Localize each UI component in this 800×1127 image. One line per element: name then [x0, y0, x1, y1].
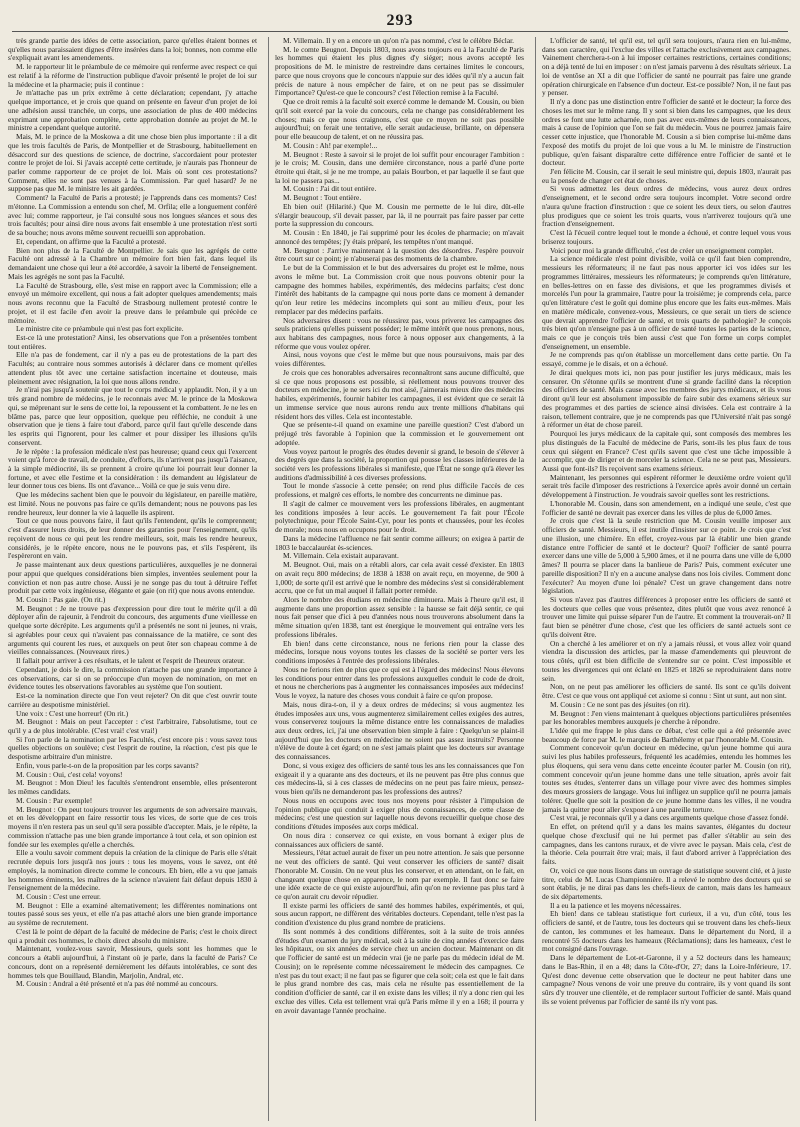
paragraph: M. Beugnot : Mais on peut l'accepter : c'est l'arbitraire, l'absolutisme, tout ce qu'il y a de plus intolérable. (C'est vrai! c'est vrai!)	[8, 717, 257, 736]
paragraph: En effet, on prétend qu'il y a dans les mains savantes, élégantes du docteur quelque chose d'exclusif qui ne lui permet pas d'aller s'établir au sein des campagnes, dans les cantons ruraux, et de vivre avec le paysan. Mais cela, c'est de la théorie. Cela pourrait être vrai; mais, il faut d'abord arriver à l'appréciation des faits.	[542, 822, 791, 867]
paragraph: Je m'attache pas un prix extrême à cette déclaration; cependant, j'y attache quelque importance, et je crois que quand on présente en faveur d'un projet de loi une adhésion aussi tranchée, un corps, une association de plus de 400 médecins exprimant une approbation complète, cette approbation donnée au projet de M. le ministre a cependant quelque autorité.	[8, 88, 257, 133]
paragraph: M. Cousin : Par exemple!	[16, 795, 93, 805]
paragraph: La science médicale n'est point divisible, voilà ce qu'il faut bien comprendre, messieurs les réformateurs; il ne faut pas nous apporter ici vos idées sur les programmes littéraires, messieurs les réformateurs; je comprends qu'en littérature, en belles-lettres on en fasse des divisions, et que les programmes divisés et morcelés l'un pour la grammaire, l'autre pour la troisième; je comprends cela, parce qu'en littérature c'est le goût qui domine plus encore que les faits eux-mêmes. Mais en matière médicale, convenez-vous, Messieurs, ce que serait un tiers de science que devrait apprendre l'officier de santé, et trois quarts de pathologie? Je conçois très bien qu'on n'enseigne pas à un officier de santé toutes les parties de la science, mais ce que je conçois très bien aussi c'est que l'on forme un corps complet d'enseignement, un ensemble.	[542, 254, 791, 351]
paragraph: Je dirai quelques mots ici, non pas pour justifier les jurys médicaux, mais les censurer. On s'étonne qu'ils se montrent d'une si grande facilité dans la réception des officiers de santé. Mais cause avec les membres des jurys médicaux, et ils vous diront qu'il leur est absolument impossible de faire subir des examens sérieux sur des programmes et des parties de science ainsi divisées. Cela est contraire à la raison, tellement contraire, que je ne comprends pas que l'Université n'ait pas songé à réformer un état de chose pareil.	[542, 367, 791, 430]
paragraph: Que ce droit remis à la faculté soit exercé comme le demande M. Cousin, ou bien qu'il soit exercé par la voie du concours, cela ne change pas considérablement les choses; mais ce que nous craignons, c'est que ce moyen ne soit pas possible aujourd'hui; on ferait une tentative, elle serait audacieuse, brillante, on dépensera pour elle beaucoup de talent, et on ne réussira pas.	[275, 97, 524, 142]
paragraph: Je n'irai pas jusqu'à soutenir que tout le corps médical y applaudit. Non, il y a un très grand nombre de médecins, je le reconnais avec M. le prince de la Moskowa qui, se méprenant sur le sens de cette loi, la repoussent et la combattent. Je ne les en blâme pas, parce que leur opposition, quelque peu réfléchie, ne conduit à une observation que je tiens à faire tout d'abord, parce qu'il faut qu'elle descende dans les esprits qui l'ignorent, pour les calmer et pour dissiper les illusions qu'ils conservent.	[8, 385, 257, 447]
paragraph: Bien non plus de la Faculté de Montpellier. Je sais que les agrégés de cette Faculté ont adressé à la Chambre un mémoire fort bien fait, dans lequel ils demandaient une chose qui leur a été accordée, à savoir la liberté de l'enseignement. Mais les agrégés ne sont pas la Faculté.	[8, 245, 257, 281]
paragraph: Nous nous en occupons avec tous nos moyens pour résister à l'impulsion de l'opinion publique qui conduit à exiger plus de connaissances, de cette classe de médecins; c'est une question sur laquelle nous devons recueillir quelque chose des conditions d'études imposées aux corps médical.	[275, 795, 524, 832]
paragraph: Ils sont nommés à des conditions différentes, soit à la suite de trois années d'études d'un examen du jury médical, soit à la suite de cinq années d'exercice dans les hôpitaux, ou six années de service chez un ancien docteur. Maintenant on dit que l'officier de santé est un médecin vrai (je ne parle pas du médecin idéal de M. Cousin); on le représente comme nécessairement le médecin des campagnes. Ce n'est pas du tout exact; il ne faut pas se figurer que cela soit; cela est que le fait dans le plus grand nombre des cas, mais cela ne résulte pas essentiellement de la condition d'officier de santé, car il en existe dans les villes; il n'y a donc rien qui les exclue des villes. Cela est tellement vrai qu'à Paris même il y en a 168; il pourra y en avoir davantage l'année prochaine.	[275, 926, 524, 1015]
paragraph: M. Cousin : En 1840, je l'ai supprimé pour les écoles de pharmacie; on m'avait annoncé des tempêtes; j'y étais préparé, les tempêtes n'ont manqué.	[275, 228, 524, 246]
paragraph: On nous dira : conservez ce qui existe, en vous bornant à exiger plus de connaissances aux officiers de santé.	[275, 830, 524, 849]
paragraph: Nos adversaires disent : vous ne réussirez pas, vous priverez les campagnes des seuls praticiens qu'elles puissent posséder; le même intérêt que nous prenons, nous, aux habitans des campagnes, nous force à nous opposer aux changements, à la réforme que vous voulez opérer.	[275, 315, 524, 351]
paragraph: Maintenant, les personnes qui espèrent réformer le deuxième ordre voient qu'il serait très facile d'imposer des restrictions à l'exercice après avoir donné un certain développement à l'instruction. Je voudrais savoir quelles sont les restrictions.	[542, 472, 791, 500]
paragraph: M. Villemain. Cela existait auparavant.	[283, 551, 399, 561]
paragraph: Si l'on parle de la nomination par les Facultés, c'est encore pis : vous savez tous quelles objections on soulève; c'est l'esprit de routine, la réaction, c'est pis que le despotisme arbitraire d'un ministre.	[8, 734, 257, 762]
header-rule	[12, 31, 788, 32]
paragraph: M. Beugnot : J'arrive maintenant à la question des désordres. J'espère pouvoir être court sur ce point; je n'abuserai pas des moments de la chambre.	[275, 245, 524, 264]
paragraph: Il n'y a donc pas une distinction entre l'officier de santé et le docteur; la force des choses les met sur le même rang. Il y sont si bien dans les campagnes, que les deux ordres se font une lutte acharnée, non pas avec eux-mêmes de leurs connaissances, mais à cause de l'opinion que l'on se fait du médecin. Vous ne pourrez jamais faire cesser cette injustice, que l'honorable M. Cousin a si bien comprise lui-même dans l'exposé des motifs du projet de loi que vous a lu M. le ministre de l'instruction publique, qu'en faisant disparaître cette différence entre l'officier de santé et le docteur.	[542, 97, 791, 168]
paragraph: Et, cependant, on affirme que la Faculté a protesté.	[16, 236, 167, 246]
paragraph: Elle n'a pas de fondement, car il n'y a pas eu de protestations de la part des Facultés; au contraire nous sommes autorisés à déclarer dans ce moment qu'elles attendent plus tôt avec une certaine satisfaction incertaine et douteuse, mais pleinement avec résignation, la loi que nous allons rendre.	[8, 350, 257, 386]
text-column-middle	[275, 37, 524, 1121]
paragraph: Je le répète : la profession médicale n'est pas heureuse; quand ceux qui l'exercent voient qu'à force de travail, de conduite, d'efforts, ils n'arrivent pas jusqu'à l'aisance, à la simple médiocrité, ils se prennent à croire qu'une loi pourrait leur donner la fortune, et avec elle l'estime et la considération : ils demandent au législateur de leur donner tous ces biens. Ils ont d'avance... Voilà ce que je suis venu dire.	[8, 446, 257, 491]
paragraph: M. Beugnot : Tout entière.	[283, 193, 362, 203]
paragraph: C'est là le point de départ de la faculté de médecine de Paris; c'est le choix direct qui a produit ces hommes, le choix direct absolu du ministre.	[8, 926, 257, 945]
paragraph: Donc, si vous exigez des officiers de santé tous les ans les connaissances que l'on exigeait il y a quarante ans des docteurs, et ils ne peuvent pas être plus connus que ces médecins-là, si à ces classes de médecins on ne peut pas faire mieux, pensez-vous bien qu'ils ne demanderont pas les professions des autres?	[275, 760, 524, 797]
paragraph: Eh bien oui! (Hilarité.) Que M. Cousin me permette de le lui dire, dût-elle s'élargir beaucoup, s'il devait passer, par là, il ne pourrait pas faire passer par cette porte la suppression du concours.	[275, 201, 524, 229]
paragraph: Une voix : C'est une horreur! (On rit.)	[16, 708, 129, 718]
paragraph: M. Cousin : Oui, c'est cela! voyons!	[16, 769, 123, 779]
paragraph: M. Cousin : Ah! par exemple!...	[283, 140, 378, 150]
paragraph: Voici pour moi la grande difficulté, c'est de créer un enseignement complet.	[550, 245, 774, 255]
paragraph: M. Cousin : Andral a été présenté et n'a pas été nommé au concours.	[16, 979, 218, 989]
paragraph: Dans le département de Lot-et-Garonne, il y a 52 docteurs dans les hameaux; dans le Bas-Rhin, il en a 48; dans la Côte-d'Or, 27; dans la Loire-Inférieure, 17. Qu'est donc devenue cette observation que le docteur ne peut habiter dans une campagne? Nous venons de voir une preuve du contraire, ils y vont quand ils sont sûrs d'y trouver une clientèle, et de remplacer surtout l'officier de santé. Mais quand ils se voient prévenus par l'officier de santé ils n'y vont pas.	[542, 953, 791, 1006]
paragraph: M. Beugnot : Je ne trouve pas d'expression pour dire tout le mérite qu'il a dû déployer afin de rajeunir, à l'endroit du concours, des arguments d'une vieillesse en quelque sorte décrépite. Les arguments qu'il a présentés ne sont ni jeunes, ni vrais, si agréables pour ceux qui n'avaient pas connaissance de la matière, ce sont des arguments qui courent les rues, et auxquels on peut ôter son chapeau comme à de vieilles connaissances. (Nouveaux rires.)	[8, 603, 257, 657]
paragraph: Le but de la Commission et le but des adversaires du projet est le même, nous avons le même but. La Commission croit que nous pouvons obtenir pour la campagne des hommes habiles, expérimentés, des médecins parfaits; c'est donc l'intérêt des habitants de la campagne qui nous porte dans ce moment à demander qu'on leur retire les médecins incomplets qui sont au milieu d'eux, pour les remplacer par des médecins parfaits.	[275, 263, 524, 316]
paragraph: Mais, nous dira-t-on, il y a deux ordres de médecins; si vous augmentez les études imposées aux uns, vous augmenterez similairement celles exigées des autres, vous conserverez toujours la même distance entre les connaissances de maladies aux deux ordres, ici, j'ai une observation bien simple à faire : Quelqu'un se plaint-il aujourd'hui que les docteurs en médecine ne soient pas assez instruits? Personne n'élève de doute à cet égard; on ne s'est jamais plaint que les docteurs sur avantage des connaissances.	[275, 699, 524, 762]
column-divider	[268, 37, 269, 1121]
paragraph: Pourquoi les jurys médicaux de la capitale qui, sont composés des membres les plus distingués de la Faculté de médecine de Paris, sont-ils les plus faux de tous ceux qui siègent en France? C'est qu'ils savent que c'est une tâche impossible à accomplir, que de diriger et de morceler la science. Cela ne se peut pas, Messieurs. Aussi que font-ils? Ils reçoivent sans examens sérieux.	[542, 429, 791, 473]
column-divider	[535, 37, 536, 1121]
paragraph: Dans la médecine l'affluence ne fait sentir comme ailleurs; on exigea à partir de 1803 le baccalauréat ès-sciences.	[275, 533, 524, 552]
text-column-right	[542, 37, 791, 1121]
paragraph: On a cherché à les améliorer et on n'y a jamais réussi, et vous allez voir quand viendra la discussion des articles, par la masse d'amendements qui pleuvront de tous côtés, qu'il est bien difficile de s'entendre sur ce point. C'est impossible et toutes les divergences qui ont éclaté en 1825 et 1826 se reproduiraient dans notre sein.	[542, 638, 791, 683]
paragraph: Comment concevoir qu'un docteur en médecine, qu'un jeune homme qui aura suivi les plus habiles professeurs, fréquenté les académies, entendu les hommes les plus éloquens, qui sera venu dans cette enceinte écouter parler M. Cousin (on rit), comment concevoir qu'un jeune homme dans une telle situation, après avoir fait toutes ses études, s'enterrer dans un village pour vivre avec des hommes simples des mœurs grossiers de langage. Vous lui infligez un supplice qu'il ne pourra jamais tolérer. Quelle que soit la position de ce jeune homme dans les villes, il ne voudra jamais la quitter pour aller s'exposer à une pareille torture.	[542, 743, 791, 814]
paragraph: J'en félicite M. Cousin, car il serait le seul ministre qui, depuis 1803, n'aurait pas eu la pensée de changer cet état de choses.	[542, 167, 791, 185]
paragraph: Si vous n'avez pas d'autres différences à proposer entre les officiers de santé et les docteurs que celles que vous présentez, dites plutôt que vous avez renoncé à trouver une limite qui puisse séparer l'un de l'autre. Et comment la trouverait-on? Il faut bien se pénétrer d'une chose, c'est que les officiers de santé actuels sont ce qu'ils doivent être.	[542, 595, 791, 639]
paragraph: Mais, M. le prince de la Moskowa a dit une chose bien plus importante : il a dit que les trois facultés de Paris, de Montpellier et de Strasbourg, habituellement en désaccord sur des questions de science, de doctrine, s'accordaient pour protester contre le projet de loi. Si j'avais accepté cette certitude, je n'aurais pas l'honneur de parler comme rapporteur de ce projet de loi. Mais où sont ces protestations? Comment, elles ne sont pas venues à la Commission. Par quel hasard? Je ne suppose pas que M. le ministre les ait gardées.	[8, 132, 257, 194]
paragraph: Il existe parmi les officiers de santé des hommes habiles, expérimentés, et qui, sous aucun rapport, ne diffèrent des véritables docteurs. Cependant, telle n'est pas la condition d'existence du plus grand nombre de praticiens.	[275, 900, 524, 928]
paragraph: Comment? la Faculté de Paris a protesté; je l'apprends dans ces moments? Ces! m'étonne. La Commission a entendu son chef, M. Orfila; elle a longuement conféré avec lui; comme rapporteur, je l'ai consulté sous nos longues séances et sous des trois facultés; pour ainsi dire nous avons fait ensemble à une protestation n'est sorti de sa bouche; nous avons même souvent recueilli son approbation.	[8, 193, 257, 238]
paragraph: Que les médecins sachent bien que le pouvoir du législateur, en pareille matière, est limité. Nous ne pouvons pas faire ce qu'ils demandent; nous ne pouvons pas les rendre heureux, leur donner la vie à laquelle ils aspirent.	[8, 490, 257, 517]
paragraph: Tout ce que nous pouvons faire, il faut qu'ils l'entendent, qu'ils le comprennent; c'est d'assurer leurs droits, de leur donner des garanties pour l'enseignement, qu'ils reçoivent de nous ce qui peut les rendre meilleurs, soit, mais les rendre heureux, considérés, je le répète encore, nous ne le pouvons pas, et s'ils l'espèrent, ils l'espèreront en vain.	[8, 516, 257, 561]
paragraph: M. Beugnot : On peut toujours trouver les arguments de son adversaire mauvais, et en les développant en faire ressortir tous les vices, de sorte que de ces trois moyens il n'en restera pas un seul qu'il sera possible d'accepter. Mais, je le répète, la commission n'attache pas une bien grande importance à tout cela, et son opinion est fondée sur les exemples qu'elle a cherchés.	[8, 804, 257, 849]
paragraph: La Faculté de Strasbourg, elle, s'est mise en rapport avec la Commission; elle a envoyé un mémoire excellent, qui nous a fait adopter quelques amendements; mais nous avons reconnu que la Faculté de Strasbourg nullement protesté contre le projet, et il est facile d'en avoir la preuve dans le préambule qui précède ce mémoire.	[8, 280, 257, 325]
paragraph: M. Cousin : C'est une erreur.	[16, 891, 101, 901]
paragraph: Or, voici ce que nous lisons dans un ouvrage de statistique souvent cité, et à juste titre, celui de M. Lucas Championnière. Il a relevé le nombre des docteurs qui se sont établis, je ne dirai pas dans les chefs-lieux de canton, mais dans les hameaux de six départements.	[542, 865, 791, 901]
paragraph: Cependant, je dois le dire, la commission n'attache pas une grande importance à ces observations, car si on se préoccupe d'un moyen de nomination, on met en évidence toutes les observations favorables au système que l'on soutient.	[8, 664, 257, 692]
paragraph: M. Beugnot : J'en viens maintenant à quelques objections particulières présentées par les honorables membres auxquels je cherche à répondre.	[542, 708, 791, 727]
paragraph: M. Cousin : J'ai dit tout entière.	[283, 184, 377, 194]
paragraph: Si vous admettez les deux ordres de médecins, vous aurez deux ordres d'enseignement, et le second ordre sera toujours incomplet. Votre second ordre n'aura qu'une fraction d'instruction : que ce soient les deux tiers, ou selon d'autres plus prodigues que ce soient les trois quarts, vous n'arriverez toujours qu'à une fraction d'enseignement.	[542, 184, 791, 229]
paragraph: M. le rapporteur lit le préambule de ce mémoire qui renferme avec respect ce qui est relatif à la réforme de l'instruction publique d'avoir présenté le projet de loi sur la médecine et la pharmacie; puis il continue :	[8, 62, 257, 89]
paragraph: Je crois que c'est là la seule restriction que M. Cousin veuille imposer aux officiers de santé. Messieurs, il est inutile d'insister sur ce point. Je crois que c'est une illusion, une chimère. En effet, croyez-vous par là établir une bien grande distance entre l'officier de santé et le docteur? Quoi? l'officier de santé pourra exercer dans une ville de 5,000 à 5,900 âmes, et il ne pourra dans une ville de 6,000 âmes? Il pourra se placer dans la banlieue de Paris? Puis, comment exécuter une pareille disposition? Il n'y en a aucune analyse dans nos lois civiles. Comment donc l'exécuter? Au moyen d'une loi pénale? C'est un grave changement dans notre législation.	[542, 516, 791, 596]
paragraph: très grande partie des idées de cette association, parce qu'elles étaient bonnes et qu'elles nous paraissaient dignes d'être insérées dans la loi; bonnes, non comme elle s'expliquait avant les amendements.	[8, 37, 257, 63]
paragraph: Je passe maintenant aux deux questions particulières, auxquelles je ne donnerai pour appui que quelques considérations bien simples, inventées seulement pour la conviction et non pas autre chose. Aussi je ne songe pas du tout à détruire l'effet produit par cette voix ingénieuse, élégante et gaie (on rit) que nous avons entendue.	[8, 560, 257, 596]
paragraph: L'officier de santé, tel qu'il est, tel qu'il sera toujours, n'aura rien en lui-même, dans son caractère, qui l'exclue des villes et l'attache exclusivement aux campagnes. Vainement cherchera-t-on à lui imposer certaines restrictions, certaines conditions; on a déjà tenté de lui en imposer : on n'est jamais parvenu à des résultats sérieux. La loi de ventôse an XI a dit que l'officier de santé ne pourrait pas faire une grande opération chirurgicale en l'absence d'un docteur. Est-ce possible? Non, il ne faut pas y penser.	[542, 37, 791, 98]
paragraph: M. le comte Beugnot. Depuis 1803, nous avons toujours eu à la Faculté de Paris les hommes qui étaient les plus dignes d'y siéger; nous avons accepté les propositions de M. le ministre de restreindre dans certaines limites le concours, parce que nous croyons que le concours n'appuie sur des idées qu'il n'y a aucun fait précis de nature à nous empêcher de faire, et on ne peut pas se dissimuler l'importance? Qu'est-ce que le concours? c'est l'élection remise à la Faculté.	[275, 44, 524, 98]
paragraph: Eh bien! dans cette circonstance, nous ne ferions rien pour la classe des médecins, lorsque nous voyons toutes les classes de la société se porter vers les conditions imposées à l'entrée des professions libérales.	[275, 638, 524, 666]
paragraph: Enfin, vous parle-t-on de la proposition par les corps savants?	[16, 760, 199, 770]
paragraph: M. Beugnot : Elle a examiné alternativement; les différentes nominations ont toutes passé sous ses yeux, et elle n'a pas attaché alors une bien grande importance au système de recrutement.	[8, 900, 257, 928]
paragraph: Je crois que ces honorables adversaires reconnaîtront sans aucune difficulté, que si ce que nous proposons est possible, si réellement nous pouvons trouver des docteurs en médecine, je ne sers ici du mot aisé, j'aimerais mieux dire des médecins habiles, expérimentés, fournir habiter les campagnes, il est évident que ce serait là un immense service que nous aurons rendu aux trente millions d'habitans qui résident hors des villes. Cela est incontestable.	[275, 367, 524, 421]
paragraph: Je ne comprends pas qu'on établisse un morcellement dans cette partie. On l'a essayé, comme je le disais, et on a échoué.	[542, 350, 791, 369]
paragraph: L'idée qui me frappe le plus dans ce débat, c'est celle qui a été présentée avec beaucoup de force par M. le marquis de Barthélemy et par l'honorable M. Cousin.	[542, 726, 791, 744]
paragraph: Tout le monde s'associe à cette pensée; on rend plus difficile l'accès de ces professions, et malgré ces efforts, le nombre des concurrents ne diminue pas.	[275, 481, 524, 500]
paragraph: Il fallait pour arriver à ces résultats, et le talent et l'esprit de l'heureux orateur.	[16, 656, 245, 666]
paragraph: Il s'agit de calmer ce mouvement vers les professions libérales, en augmentant les conditions imposées à leur accès. Le gouvernement l'a fait pour l'École polytechnique, pour l'École Saint-Cyr, pour les ponts et chaussées, pour les écoles de morale; nous nous en occupons pour le droit.	[275, 498, 524, 535]
paragraph: L'honorable M. Cousin, dans son amendement, en a indiqué une seule, c'est que l'officier de santé ne devrait pas exercer dans les villes de plus de 6,000 âmes.	[542, 498, 791, 517]
paragraph: Il a eu la patience et les moyens nécessaires.	[550, 900, 682, 910]
paragraph: Est-ce la nomination directe que l'on veut rejeter? On dit que c'est ouvrir toute carrière au despotisme ministériel.	[8, 691, 257, 709]
paragraph: Maintenant, voulez-vous savoir, Messieurs, quels sont les hommes que le concours a établi aujourd'hui, à l'instant où je parle, dans la faculté de Paris? Ce concours, dont on a représenté dernièrement les défauts intolérables, ce sont des hommes tels que Bouillaud, Blandin, Marjolin, Andral, etc.	[8, 944, 257, 980]
paragraph: M. Cousin : Pas gaie. (On rit.)	[16, 595, 106, 604]
paragraph: Elle a voulu savoir comment depuis la création de la clinique de Paris elle s'était recrutée depuis lors jusqu'à nos jours : tous les moyens, vous le savez, ont été employés, la nomination directe comme le concours. Eh bien, elle a vu que jamais les hommes éminents, les maîtres de la science n'avaient fait défaut depuis 1830 à l'enseignement de la médecine.	[8, 848, 257, 893]
paragraph: M. Beugnot : Mon Dieu! les facultés s'entendront ensemble, elles présenteront les mêmes candidats.	[8, 778, 257, 797]
paragraph: Vous voyez partout le progrès des études devenir si grand, le besoin de s'élever à des degrés que dans la société, la proportion qui pousse les classes inférieures de la société vers les professions libérales si manifeste, que l'État ne songe qu'à élever les auditions d'admissibilité à ces diverses professions.	[275, 446, 524, 482]
page-number: 293	[386, 12, 414, 29]
paragraph: Messieurs, l'état actuel aurait de fixer un peu notre attention. Je sais que personne ne veut des officiers de santé. Qui veut conserver les officiers de santé? disait l'honorable M. Cousin. On ne veut plus les conserver, et en attendant, on le fait, en changeant quelque chose en apparence, le nom par exemple. Il faut donc se faire une idée exacte de ce qui existe aujourd'hui, afin qu'on ne revienne pas plus tard à ce qu'on aurait cru devoir répudier.	[275, 848, 524, 901]
paragraph: Eh bien! dans ce tableau statistique fort curieux, il a vu, d'un côté, tous les officiers de santé, et de l'autre, tous les docteurs qui se trouvent dans les chefs-lieux de canton, les communes et les hameaux. Dans le département du Nord, il a rencontré 55 docteurs dans les hameaux (Réclamations); dans les hameaux, c'est le mot consigné dans l'ouvrage.	[542, 909, 791, 954]
paragraph: Non, on ne peut pas améliorer les officiers de santé. Ils sont ce qu'ils doivent être. C'est ce que vous ont appliqué cet axiome si connu : Sint ut sunt, aut non sint.	[542, 682, 791, 701]
paragraph: Est-ce là une protestation? Ainsi, les observations que l'on a présentées tombent tout entières.	[8, 332, 257, 351]
paragraph: Le ministre cite ce préambule qui n'est pas fort explicite.	[16, 324, 184, 334]
paragraph: M. Beugnot. Oui, mais on a rétabli alors, car cela avait cessé d'exister. En 1803 on avait reçu 800 médecins; de 1838 à 1838 on avait reçu, en moyenne, de 900 à 1,000; de sorte qu'il est arrivé que le nombre des médecins s'est si considérablement accru, que ce fut un mal auquel il fallait porter remède.	[275, 560, 524, 596]
text-column-left	[8, 37, 257, 1121]
paragraph: Ainsi, nous voyons que c'est le même but que nous poursuivons, mais par des voies différentes.	[275, 350, 524, 369]
paragraph: M. Villemain. Il y en a encore un qu'on n'a pas nommé, c'est le célèbre Béclar.	[283, 37, 515, 45]
paragraph: C'est vrai, je reconnais qu'il y a dans ces arguments quelque chose d'assez fondé.	[550, 813, 789, 823]
paragraph: Nous ne ferions rien de plus que ce qui est à l'égard des médecins! Nous élevons les conditions pour entrer dans les professions auxquelles conduit le code de droit, et nous ne chercherions pas à augmenter les connaissances imposées aux médecins! Vous le voyez, la nature des choses vous conduit à faire ce qu'on propose.	[275, 664, 524, 701]
paragraph: Alors le nombre des étudians en médecine diminuera. Mais à l'heure qu'il est, il augmente dans une proportion assez sensible : la hausse se fait déjà sentir, ce qui nous fait penser que d'ici à peu d'années nous nous trouverons absolument dans la même situation qu'en 1838, tant est énergique le mouvement qui entraîne vers les professions libérales.	[275, 595, 524, 639]
paragraph: M. Cousin : Ce ne sont pas des jésuites (on rit).	[550, 699, 690, 709]
paragraph: Que se présente-t-il quand on examine une pareille question? C'est d'abord un préjugé très favorable à l'opinion que la commission et le gouvernement ont adoptée.	[275, 420, 524, 447]
paragraph: M. Beugnot : Reste à savoir si le projet de loi suffit pour encourager l'ambition : je le crois; M. Cousin, dans une dernière circonstance, nous a parlé d'une porte étroite qui était, si je ne me trompe, au palais Bourbon, et par laquelle il se faut que la loi ne passera pas...	[275, 149, 524, 185]
paragraph: C'est là l'écueil contre lequel tout le monde a échoué, et contre lequel vous vous briserez toujours.	[542, 228, 791, 246]
